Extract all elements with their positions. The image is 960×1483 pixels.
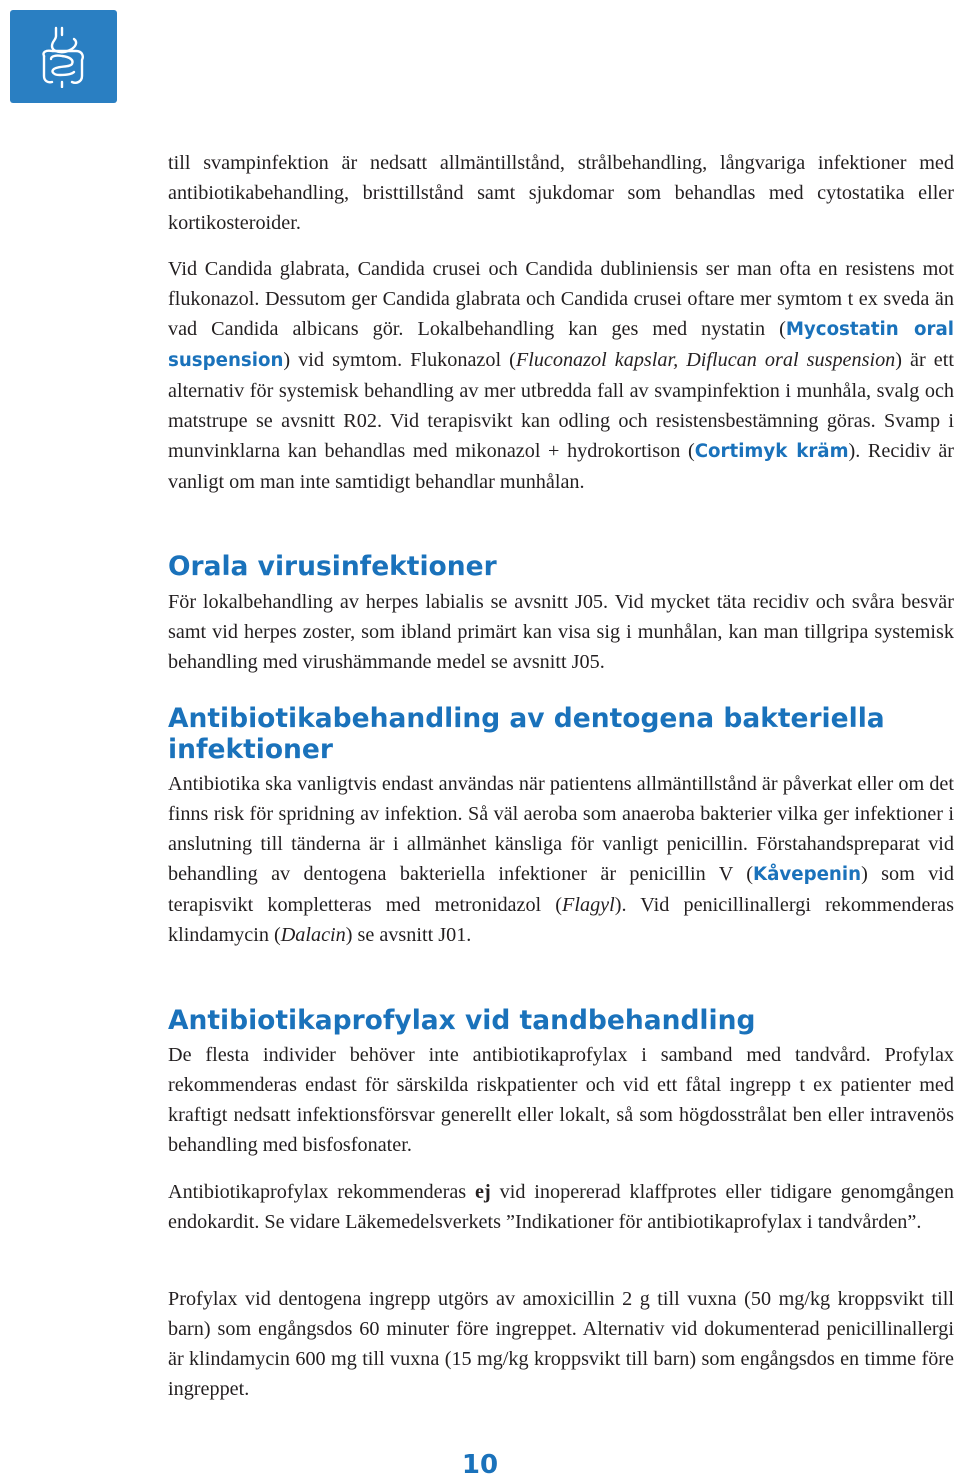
drug-name-fluconazol: Fluconazol kapslar, Diflucan oral suspension	[515, 349, 896, 371]
text-run: Vid Candida glabrata, Candida crusei och Candida dubliniensis ser man ofta en resistens mot flukonazol. Dessutom ger Candida glabrata och Candida crusei oftare mer symtom t ex sveda än vad Candida albicans gör. Lokalbehandling kan ges med nystatin (	[168, 258, 954, 340]
section-logo	[10, 10, 117, 103]
paragraph-antibiotic	[168, 769, 954, 950]
text-run: De flesta individer behöver inte antibiotikaprofylax i samband med tandvård. Profylax rekommenderas endast för särskilda riskpatienter och vid ett fåtal ingrepp t ex patienter med kraftigt nedsatt infektionsförsvar generellt eller lokalt, så som högdosstrålat ben eller intravenös behandling med bisfosfonater.	[168, 1044, 954, 1156]
text-run: Antibiotika ska vanligtvis endast användas när patientens allmäntillstånd är påverkat eller om det finns risk för spridning av infektion. Så väl aeroba som anaeroba bakterier vilka ger infektioner i anslutning till tänderna är i allmänhet känsliga för vanligt penicillin. Förstahandspreparat vid behandling av dentogena bakteriella infektioner är penicillin V (	[168, 773, 954, 885]
digestive-system-icon	[32, 26, 94, 88]
heading-oral-viral-infections: Orala virusinfektioner	[168, 551, 497, 582]
paragraph-candida-intro	[168, 148, 954, 238]
page-number: 10	[461, 1450, 499, 1480]
section-viral	[168, 551, 954, 582]
drug-name-dalacin: Dalacin	[280, 924, 346, 946]
drug-name-mycostatin: Mycostatin oral suspension	[168, 319, 955, 371]
text-run: Antibiotikaprofylax rekommenderas	[168, 1181, 476, 1203]
drug-name-kavepenin: Kåvepenin	[753, 864, 862, 885]
emphasis-ej: ej	[475, 1181, 491, 1203]
paragraph-prophylaxis-general	[168, 1040, 954, 1160]
text-run: ). Recidiv är vanligt om man inte samtidigt behandlar munhålan.	[168, 440, 955, 493]
text-run: ) vid symtom. Flukonazol (	[283, 349, 516, 371]
text-run: ) är ett alternativ för systemisk behandling av mer utbredda fall av svampinfektion i munhåla, svalg och matstrupe se avsnitt R02. Vid terapisvikt kan odling och resistensbestämning göras. Svamp i munvinklarna kan behandlas med mikonazol + hydrokortison (	[168, 349, 954, 462]
heading-antibiotic-prophylaxis: Antibiotikaprofylax vid tandbehandling	[168, 1005, 756, 1036]
paragraph-candida-resistance	[168, 254, 954, 497]
paragraph-prophylaxis-endocarditis	[168, 1177, 954, 1237]
text-run: ) som vid terapisvikt kompletteras med metronidazol (	[168, 863, 954, 916]
section-antibiotic	[168, 703, 954, 765]
heading-antibiotic-treatment: Antibiotikabehandling av dentogena bakteriella infektioner	[168, 703, 885, 765]
text-run: vid inopererad klaffprotes eller tidigare genomgången endokardit. Se vidare Läkemedelsverkets ”Indikationer för antibiotikaprofylax i tandvården”.	[168, 1181, 954, 1233]
text-run: ). Vid penicillinallergi rekommenderas klindamycin (	[168, 894, 954, 946]
drug-name-cortimyk: Cortimyk kräm	[694, 441, 849, 462]
paragraph-prophylaxis-dosage	[168, 1284, 954, 1404]
text-run: till svampinfektion är nedsatt allmäntillstånd, strålbehandling, långvariga infektioner med antibiotikabehandling, bristtillstånd samt sjukdomar som behandlas med cytostatika eller kortikosteroider.	[168, 152, 954, 234]
paragraph-herpes	[168, 587, 954, 677]
drug-name-flagyl: Flagyl	[562, 894, 615, 916]
text-run: Profylax vid dentogena ingrepp utgörs av amoxicillin 2 g till vuxna (50 mg/kg kroppsvikt till barn) som engångsdos 60 minuter före ingreppet. Alternativ vid dokumenterad penicillinallergi är klindamycin 600 mg till vuxna (15 mg/kg kroppsvikt till barn) som engångsdos en timme före ingreppet.	[168, 1288, 954, 1400]
text-run: ) se avsnitt J01.	[345, 924, 472, 946]
section-prophylaxis	[168, 1005, 954, 1036]
text-run: För lokalbehandling av herpes labialis se avsnitt J05. Vid mycket täta recidiv och svåra besvär samt vid herpes zoster, som ibland primärt kan visa sig i munhålan, kan man tillgripa systemisk behandling med virushämmande medel se avsnitt J05.	[168, 591, 954, 673]
